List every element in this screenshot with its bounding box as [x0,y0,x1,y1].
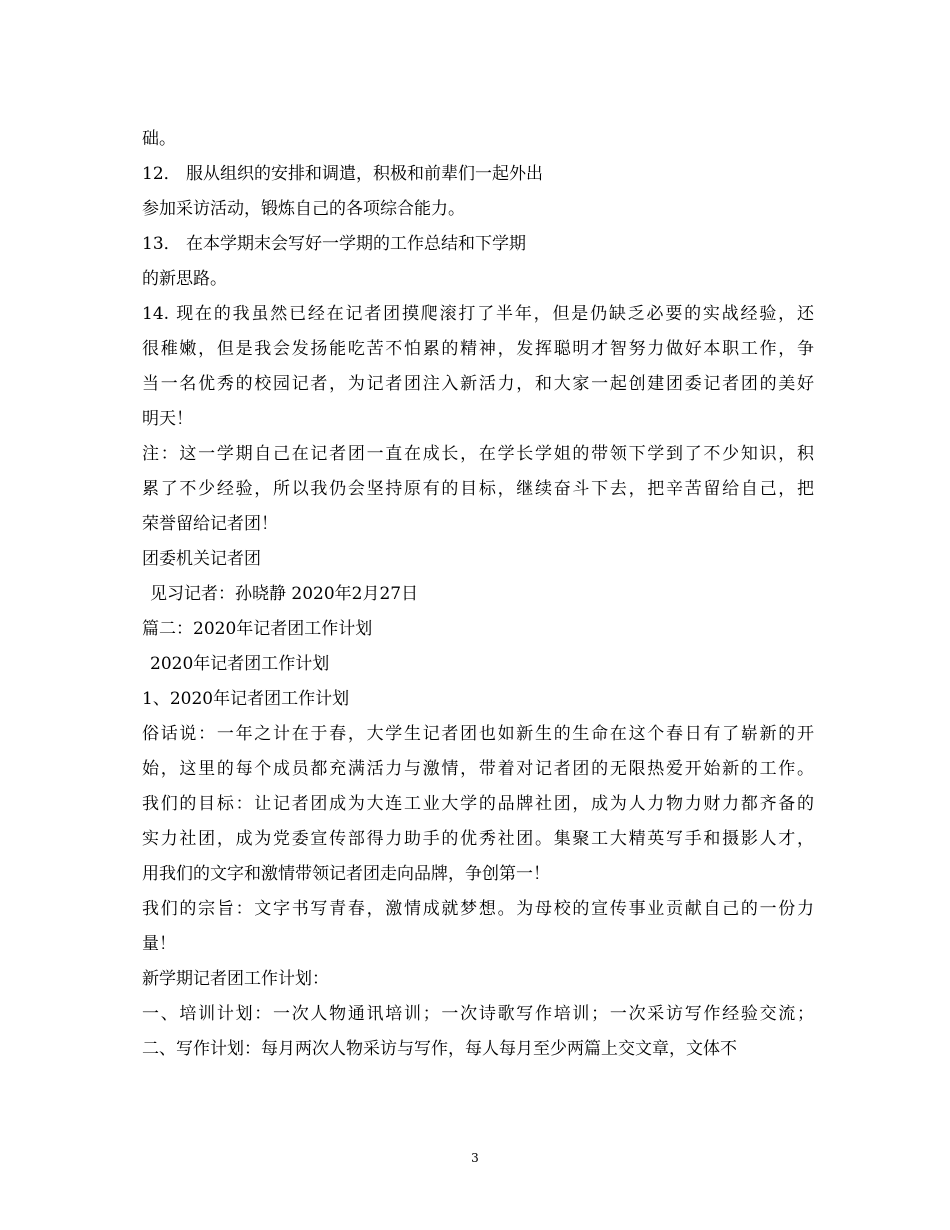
signature-reporter-date: 见习记者：孙晓静 2020年2月27日 [150,584,419,604]
goal-line: 我们的目标：让记者团成为大连工业大学的品牌社团，成为人力物力财力都齐备的 [142,794,814,814]
note-line: 注：这一学期自己在记者团一直在成长，在学长学姐的带领下学到了不少知识，积 [142,444,814,464]
document-body [142,127,814,1072]
text-line: 始，这里的每个成员都充满活力与激情，带着对记者团的无限热爱开始新的工作。 [142,759,814,779]
list-item-14-line: 14. 现在的我虽然已经在记者团摸爬滚打了半年，但是仍缺乏必要的实战经验，还 [142,304,814,324]
writing-plan-line: 二、写作计划：每月两次人物采访与写作，每人每月至少两篇上交文章，文体不 [142,1039,737,1059]
text-line: 俗话说：一年之计在于春，大学生记者团也如新生的生命在这个春日有了崭新的开 [142,724,814,744]
text-line: 础。 [142,129,176,149]
plan-subtitle: 1、2020年记者团工作计划 [142,689,350,709]
text-line: 实力社团，成为党委宣传部得力助手的优秀社团。集聚工大精英写手和摄影人才， [142,829,814,849]
text-line: 当一名优秀的校园记者，为记者团注入新活力，和大家一起创建团委记者团的美好 [142,374,814,394]
page-number: 3 [471,1151,479,1165]
training-plan-line: 一、培训计划：一次人物通讯培训；一次诗歌写作培训；一次采访写作经验交流； [142,1004,814,1024]
text-line: 累了不少经验，所以我仍会坚持原有的目标，继续奋斗下去，把辛苦留给自己，把 [142,479,814,499]
signature-organization: 团委机关记者团 [142,549,261,569]
text-line: 量！ [142,934,176,954]
plan-title: 2020年记者团工作计划 [150,654,330,674]
section-heading: 篇二：2020年记者团工作计划 [142,619,373,639]
text-line: 荣誉留给记者团！ [142,514,278,534]
list-item-13-line: 13． 在本学期末会写好一学期的工作总结和下学期 [142,234,527,254]
list-item-12-line: 12． 服从组织的安排和调遣，积极和前辈们一起外出 [142,164,544,184]
text-line: 参加采访活动，锻炼自己的各项综合能力。 [142,199,465,219]
text-line: 很稚嫩，但是我会发扬能吃苦不怕累的精神，发挥聪明才智努力做好本职工作，争 [142,339,814,359]
text-line: 明天！ [142,409,193,429]
text-line: 用我们的文字和激情带领记者团走向品牌，争创第一！ [142,864,550,884]
plan-heading: 新学期记者团工作计划： [142,969,329,989]
text-line: 的新思路。 [142,269,227,289]
purpose-line: 我们的宗旨：文字书写青春，激情成就梦想。为母校的宣传事业贡献自己的一份力 [142,899,814,919]
